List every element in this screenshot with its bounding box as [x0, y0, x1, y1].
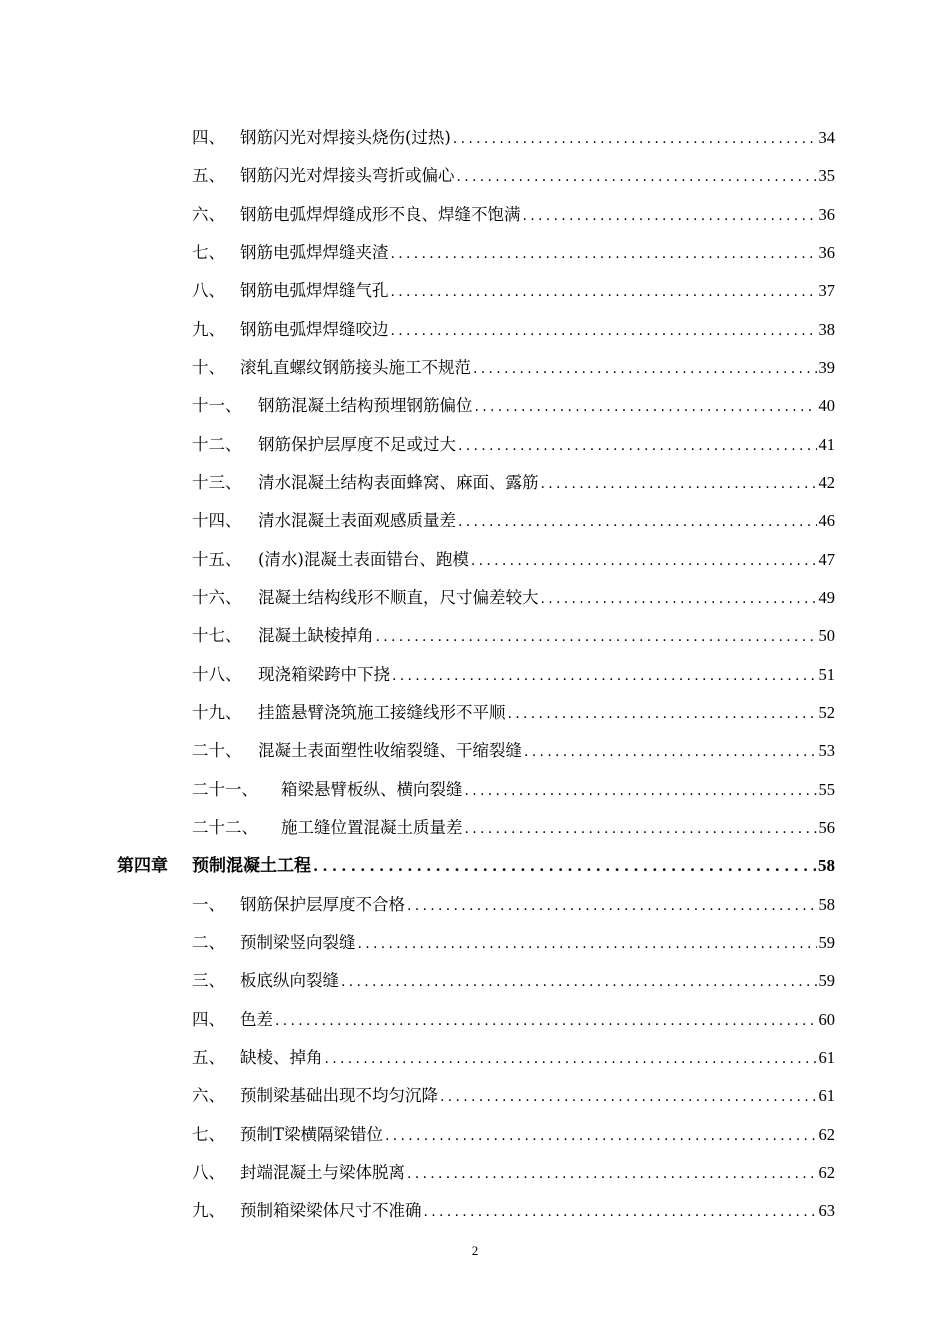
- dot-leader: [275, 1006, 817, 1036]
- entry-page: 42: [818, 473, 835, 492]
- entry-title: 缺棱、掉角: [240, 1048, 323, 1067]
- toc-entry[interactable]: [192, 468, 835, 498]
- toc-entry[interactable]: [192, 813, 835, 843]
- dot-leader: [424, 1197, 817, 1227]
- entry-title: 钢筋混凝土结构预埋钢筋偏位: [258, 396, 473, 415]
- entry-page: 58: [818, 895, 835, 914]
- toc-entry[interactable]: [192, 391, 835, 421]
- dot-leader: [541, 584, 817, 614]
- toc-entry[interactable]: [192, 1120, 835, 1150]
- dot-leader: [325, 1044, 817, 1074]
- toc-entry[interactable]: [192, 238, 835, 268]
- dot-leader: [391, 316, 817, 346]
- toc-entry[interactable]: [192, 660, 835, 690]
- entry-page: 35: [818, 166, 835, 185]
- entry-number: 二、: [192, 933, 225, 952]
- toc-entry[interactable]: [192, 1158, 835, 1188]
- dot-leader: [465, 814, 817, 844]
- entry-page: 53: [818, 741, 835, 760]
- entry-title: 封端混凝土与梁体脱离: [240, 1163, 405, 1182]
- dot-leader: [473, 354, 817, 384]
- entry-title: 钢筋闪光对焊接头弯折或偏心: [240, 166, 455, 185]
- entry-number: 十七、: [192, 626, 242, 645]
- entry-page: 41: [818, 435, 835, 454]
- entry-number: 四、: [192, 128, 225, 147]
- entry-number: 六、: [192, 1086, 225, 1105]
- toc-entry[interactable]: [192, 161, 835, 191]
- entry-page: 34: [818, 128, 835, 147]
- entry-title: (清水)混凝土表面错台、跑模: [258, 550, 469, 569]
- toc-entry[interactable]: [192, 583, 835, 613]
- toc-entry[interactable]: [192, 1081, 835, 1111]
- entry-page: 55: [818, 780, 835, 799]
- toc-entry[interactable]: [192, 545, 835, 575]
- entry-page: 38: [818, 320, 835, 339]
- entry-title: 混凝土缺棱掉角: [258, 626, 374, 645]
- entry-number: 二十、: [192, 741, 242, 760]
- entry-number: 六、: [192, 205, 225, 224]
- entry-number: 九、: [192, 1201, 225, 1220]
- entry-page: 36: [818, 205, 835, 224]
- entry-page: 40: [818, 396, 835, 415]
- toc-entry[interactable]: [192, 966, 835, 996]
- chapter-page: 58: [818, 856, 835, 875]
- entry-number: 十二、: [192, 435, 242, 454]
- dot-leader: [508, 699, 817, 729]
- entry-page: 39: [818, 358, 835, 377]
- entry-number: 十三、: [192, 473, 242, 492]
- entry-page: 59: [818, 933, 835, 952]
- toc-entry[interactable]: [192, 621, 835, 651]
- entry-page: 59: [818, 971, 835, 990]
- toc-entry[interactable]: [192, 1043, 835, 1073]
- entry-title: 钢筋电弧焊焊缝成形不良、焊缝不饱满: [240, 205, 521, 224]
- dot-leader: [457, 162, 817, 192]
- dot-leader: [465, 776, 817, 806]
- entry-title: 清水混凝土结构表面蜂窝、麻面、露筋: [258, 473, 539, 492]
- entry-number: 九、: [192, 320, 225, 339]
- page-number: 2: [471, 1243, 479, 1258]
- toc-chapter-entry[interactable]: [117, 851, 835, 881]
- toc-entry[interactable]: [192, 736, 835, 766]
- toc-entry[interactable]: [192, 123, 835, 153]
- entry-number: 五、: [192, 1048, 225, 1067]
- dot-leader: [392, 661, 817, 691]
- toc-entry[interactable]: [192, 775, 835, 805]
- entry-title: 钢筋电弧焊焊缝气孔: [240, 281, 389, 300]
- entry-title: 钢筋电弧焊焊缝夹渣: [240, 243, 389, 262]
- dot-leader: [440, 1082, 817, 1112]
- entry-number: 十、: [192, 358, 225, 377]
- dot-leader: [458, 431, 817, 461]
- dot-leader: [471, 546, 817, 576]
- entry-number: 八、: [192, 281, 225, 300]
- entry-page: 56: [818, 818, 835, 837]
- entry-number: 七、: [192, 243, 225, 262]
- toc-entry[interactable]: [192, 353, 835, 383]
- toc-entry[interactable]: [192, 276, 835, 306]
- entry-number: 八、: [192, 1163, 225, 1182]
- entry-page: 46: [818, 511, 835, 530]
- entry-number: 十八、: [192, 665, 242, 684]
- entry-title: 混凝土表面塑性收缩裂缝、干缩裂缝: [258, 741, 522, 760]
- entry-number: 十四、: [192, 511, 242, 530]
- dot-leader: [453, 124, 817, 154]
- entry-title: 预制梁竖向裂缝: [240, 933, 356, 952]
- entry-page: 63: [818, 1201, 835, 1220]
- toc-entry[interactable]: [192, 200, 835, 230]
- dot-leader: [376, 622, 817, 652]
- chapter-number: 第四章: [117, 856, 168, 876]
- entry-page: 61: [818, 1086, 835, 1105]
- entry-title: 预制箱梁梁体尺寸不准确: [240, 1201, 422, 1220]
- entry-page: 47: [818, 550, 835, 569]
- dot-leader: [523, 201, 817, 231]
- entry-title: 钢筋保护层厚度不足或过大: [258, 435, 456, 454]
- dot-leader: [407, 1159, 817, 1189]
- entry-title: 混凝土结构线形不顺直，尺寸偏差较大: [258, 588, 539, 607]
- toc-entry[interactable]: [192, 928, 835, 958]
- entry-number: 三、: [192, 971, 225, 990]
- entry-title: 施工缝位置混凝土质量差: [281, 818, 463, 837]
- dot-leader: [358, 929, 817, 959]
- entry-title: 现浇箱梁跨中下挠: [258, 665, 390, 684]
- dot-leader: [407, 891, 817, 921]
- entry-title: 钢筋闪光对焊接头烧伤(过热): [240, 128, 451, 147]
- toc-entry[interactable]: [192, 506, 835, 536]
- dot-leader: [524, 737, 817, 767]
- entry-number: 七、: [192, 1125, 225, 1144]
- dot-leader: [313, 851, 816, 881]
- entry-number: 一、: [192, 895, 225, 914]
- dot-leader: [458, 507, 817, 537]
- entry-number: 十一、: [192, 396, 242, 415]
- entry-number: 五、: [192, 166, 225, 185]
- entry-page: 62: [818, 1163, 835, 1182]
- entry-number: 十六、: [192, 588, 242, 607]
- entry-page: 61: [818, 1048, 835, 1067]
- entry-number: 二十二、: [192, 818, 258, 837]
- entry-title: 预制T梁横隔梁错位: [240, 1125, 384, 1144]
- entry-title: 清水混凝土表面观感质量差: [258, 511, 456, 530]
- entry-title: 预制梁基础出现不均匀沉降: [240, 1086, 438, 1105]
- entry-page: 60: [818, 1010, 835, 1029]
- entry-title: 钢筋保护层厚度不合格: [240, 895, 405, 914]
- entry-title: 滚轧直螺纹钢筋接头施工不规范: [240, 358, 471, 377]
- toc-entry[interactable]: [192, 1005, 835, 1035]
- entry-page: 49: [818, 588, 835, 607]
- entry-title: 板底纵向裂缝: [240, 971, 339, 990]
- entry-title: 钢筋电弧焊焊缝咬边: [240, 320, 389, 339]
- dot-leader: [541, 469, 817, 499]
- dot-leader: [391, 239, 817, 269]
- dot-leader: [475, 392, 817, 422]
- chapter-title: 预制混凝土工程: [192, 856, 311, 876]
- entry-number: 二十一、: [192, 780, 258, 799]
- entry-page: 50: [818, 626, 835, 645]
- entry-page: 36: [818, 243, 835, 262]
- entry-title: 挂篮悬臂浇筑施工接缝线形不平顺: [258, 703, 506, 722]
- entry-number: 四、: [192, 1010, 225, 1029]
- entry-page: 52: [818, 703, 835, 722]
- toc-entry[interactable]: [192, 698, 835, 728]
- toc-entry[interactable]: [192, 1196, 835, 1226]
- entry-title: 箱梁悬臂板纵、横向裂缝: [281, 780, 463, 799]
- toc-entry[interactable]: [192, 430, 835, 460]
- toc-entry[interactable]: [192, 315, 835, 345]
- entry-page: 51: [818, 665, 835, 684]
- entry-title: 色差: [240, 1010, 273, 1029]
- toc-entry[interactable]: [192, 890, 835, 920]
- entry-page: 37: [818, 281, 835, 300]
- entry-number: 十九、: [192, 703, 242, 722]
- dot-leader: [391, 277, 817, 307]
- dot-leader: [341, 967, 817, 997]
- entry-page: 62: [818, 1125, 835, 1144]
- dot-leader: [385, 1121, 816, 1151]
- entry-number: 十五、: [192, 550, 242, 569]
